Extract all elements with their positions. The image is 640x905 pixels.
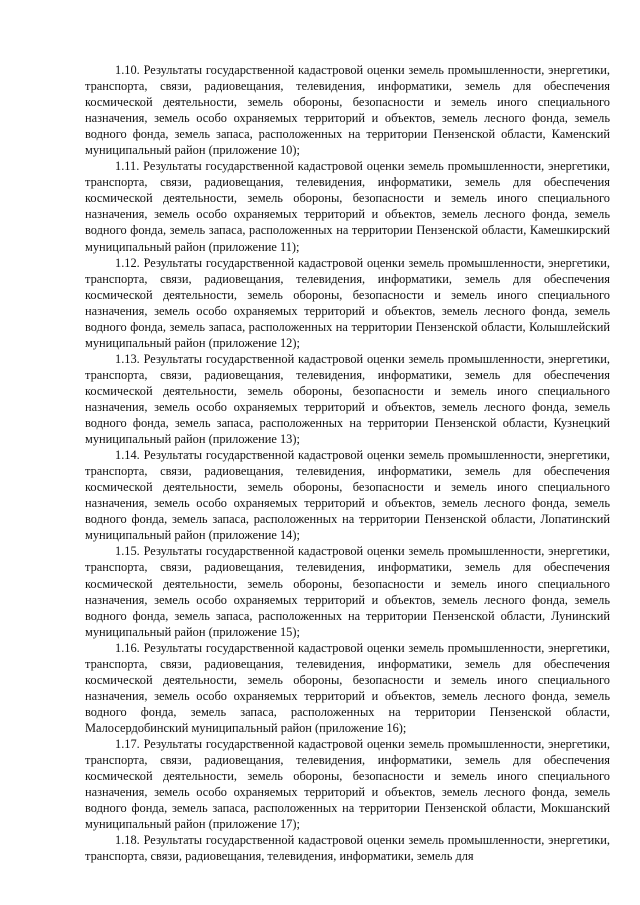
paragraph-1-11: 1.11. Результаты государственной кадастровой оценки земель промышленности, энергетики, транспорта, связи, радиовещания, телевидения, информатики, земель для обеспечения космической деятельности, земель обороны, безопасности и земель иного специального назначения, земель особо охраняемых территорий и объектов, земель лесного фонда, земель водного фонда, земель запаса, расположенных на территории Пензенской области, Камешкирский муниципальный район (приложение 11);: [85, 159, 610, 254]
paragraph-1-15: 1.15. Результаты государственной кадастровой оценки земель промышленности, энергетики, транспорта, связи, радиовещания, телевидения, информатики, земель для обеспечения космической деятельности, земель обороны, безопасности и земель иного специального назначения, земель особо охраняемых территорий и объектов, земель лесного фонда, земель водного фонда, земель запаса, расположенных на территории Пензенской области, Лунинский муниципальный район (приложение 15);: [85, 544, 610, 639]
document-body: [85, 62, 610, 864]
paragraph-1-10: 1.10. Результаты государственной кадастровой оценки земель промышленности, энергетики, транспорта, связи, радиовещания, телевидения, информатики, земель для обеспечения космической деятельности, земель обороны, безопасности и земель иного специального назначения, земель особо охраняемых территорий и объектов, земель лесного фонда, земель водного фонда, земель запаса, расположенных на территории Пензенской области, Каменский муниципальный район (приложение 10);: [85, 63, 610, 158]
paragraph-1-17: 1.17. Результаты государственной кадастровой оценки земель промышленности, энергетики, транспорта, связи, радиовещания, телевидения, информатики, земель для обеспечения космической деятельности, земель обороны, безопасности и земель иного специального назначения, земель особо охраняемых территорий и объектов, земель лесного фонда, земель водного фонда, земель запаса, расположенных на территории Пензенской области, Мокшанский муниципальный район (приложение 17);: [85, 736, 610, 832]
paragraph-1-18: 1.18. Результаты государственной кадастровой оценки земель промышленности, энергетики, транспорта, связи, радиовещания, телевидения, информатики, земель для: [85, 833, 610, 864]
paragraph-1-14: 1.14. Результаты государственной кадастровой оценки земель промышленности, энергетики, транспорта, связи, радиовещания, телевидения, информатики, земель для обеспечения космической деятельности, земель обороны, безопасности и земель иного специального назначения, земель особо охраняемых территорий и объектов, земель лесного фонда, земель водного фонда, земель запаса, расположенных на территории Пензенской области, Лопатинский муниципальный район (приложение 14);: [85, 448, 610, 543]
paragraph-1-13: 1.13. Результаты государственной кадастровой оценки земель промышленности, энергетики, транспорта, связи, радиовещания, телевидения, информатики, земель для обеспечения космической деятельности, земель обороны, безопасности и земель иного специального назначения, земель особо охраняемых территорий и объектов, земель лесного фонда, земель водного фонда, земель запаса, расположенных на территории Пензенской области, Кузнецкий муниципальный район (приложение 13);: [85, 351, 610, 447]
paragraph-1-12: 1.12. Результаты государственной кадастровой оценки земель промышленности, энергетики, транспорта, связи, радиовещания, телевидения, информатики, земель для обеспечения космической деятельности, земель обороны, безопасности и земель иного специального назначения, земель особо охраняемых территорий и объектов, земель лесного фонда, земель водного фонда, земель запаса, расположенных на территории Пензенской области, Колышлейский муниципальный район (приложение 12);: [85, 255, 610, 350]
paragraph-1-16: 1.16. Результаты государственной кадастровой оценки земель промышленности, энергетики, транспорта, связи, радиовещания, телевидения, информатики, земель для обеспечения космической деятельности, земель обороны, безопасности и земель иного специального назначения, земель особо охраняемых территорий и объектов, земель лесного фонда, земель водного фонда, земель запаса, расположенных на территории Пензенской области, Малосердобинский муниципальный район (приложение 16);: [85, 640, 610, 735]
